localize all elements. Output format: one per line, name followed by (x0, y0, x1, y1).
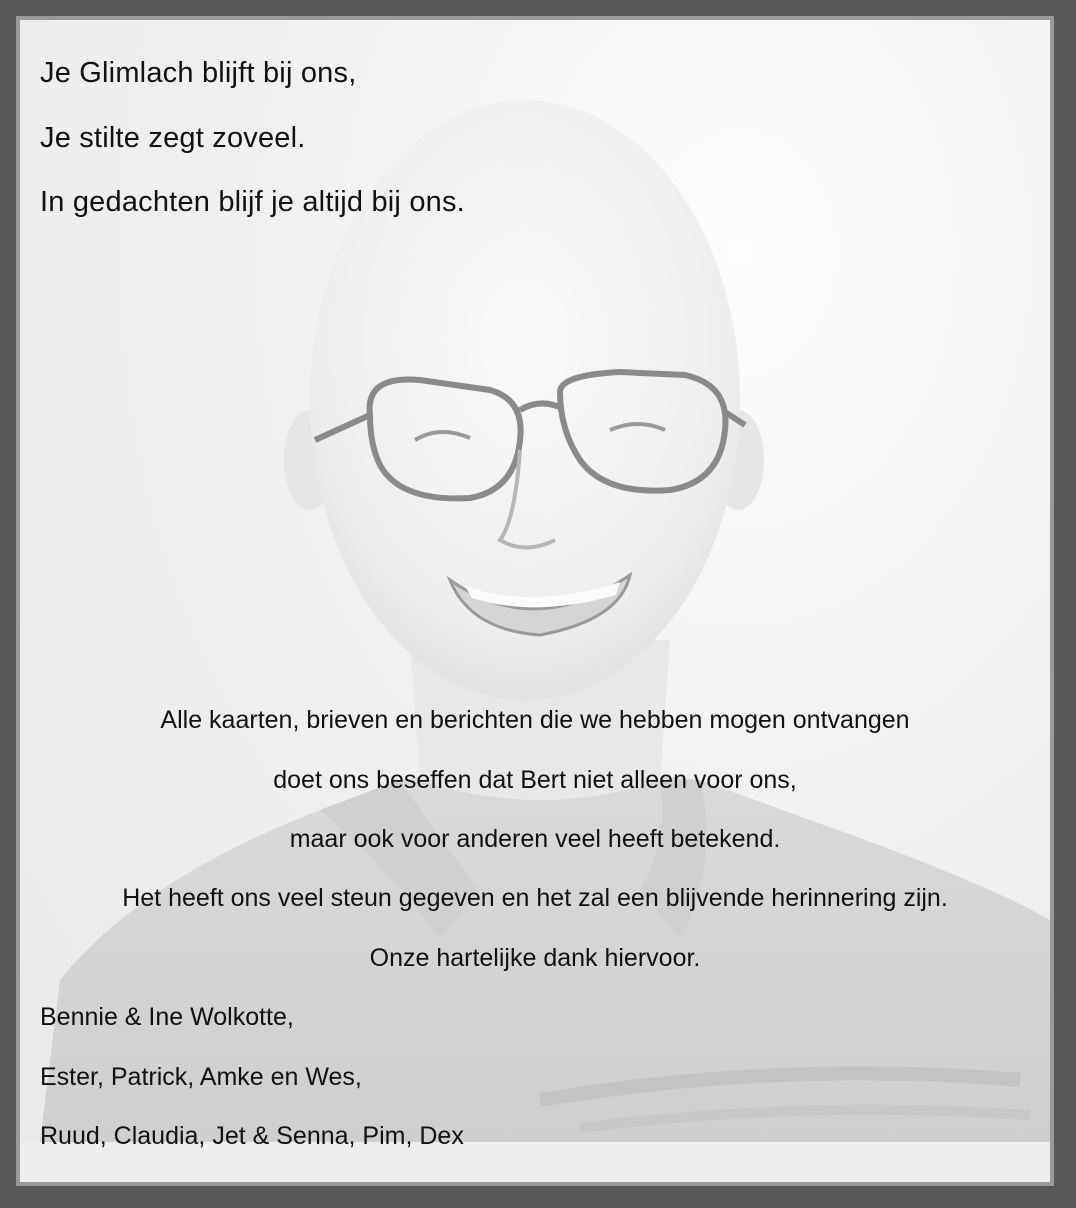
signature-line-3: Ruud, Claudia, Jet & Senna, Pim, Dex (40, 1122, 464, 1150)
memorial-card (16, 16, 1054, 1186)
thanks-line-2: doet ons beseffen dat Bert niet alleen voor ons, (273, 766, 797, 794)
signature-line-1: Bennie & Ine Wolkotte, (40, 1003, 294, 1031)
poem-line-1: Je Glimlach blijft bij ons, (40, 57, 357, 89)
thanks-line-4: Het heeft ons veel steun gegeven en het zal een blijvende herinnering zijn. (122, 884, 948, 912)
card-content (20, 20, 1050, 1182)
signature-line-2: Ester, Patrick, Amke en Wes, (40, 1063, 362, 1091)
thanks-line-5: Onze hartelijke dank hiervoor. (369, 944, 701, 972)
thanks-line-3: maar ook voor anderen veel heeft betekend. (289, 825, 781, 853)
thanks-line-1: Alle kaarten, brieven en berichten die we hebben mogen ontvangen (160, 706, 910, 734)
poem-line-2: Je stilte zegt zoveel. (40, 122, 306, 154)
poem-line-3: In gedachten blijf je altijd bij ons. (40, 186, 465, 218)
